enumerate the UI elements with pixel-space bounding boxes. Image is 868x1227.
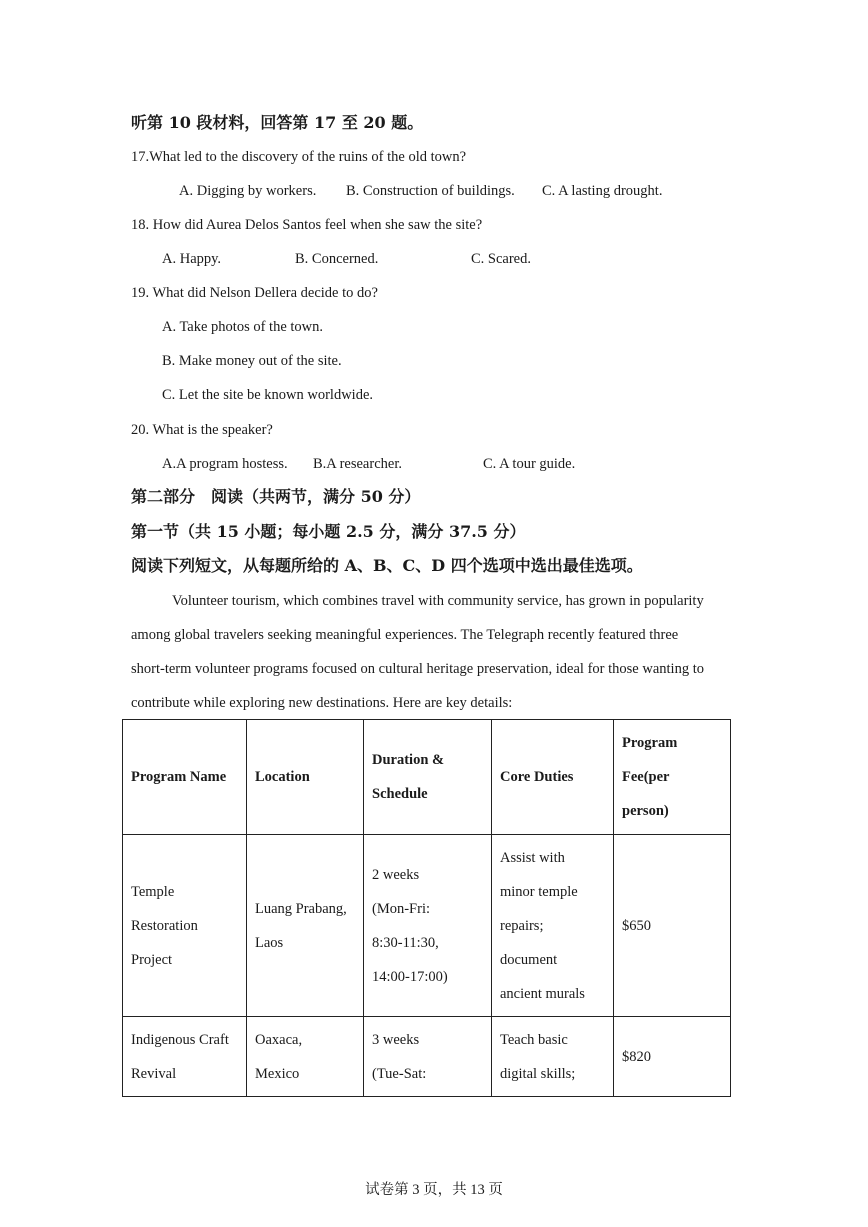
question-20-option-c: C. A tour guide. [483, 456, 576, 472]
question-17-option-b: B. Construction of buildings. [346, 183, 515, 199]
part2-title: 第二部分 阅读（共两节，满分 50 分） [131, 487, 421, 506]
header-program-name: Program Name [123, 720, 247, 835]
passage-line: Volunteer tourism, which combines travel with community service, has grown in popularity [172, 593, 704, 609]
question-19-option-a: A. Take photos of the town. [162, 319, 324, 335]
passage-line: among global travelers seeking meaningful experiences. The Telegraph recently featured three [131, 627, 679, 643]
cell-location: Luang Prabang, Laos [247, 835, 364, 1017]
table-header-row [123, 720, 731, 835]
passage-line: contribute while exploring new destinations. Here are key details: [131, 695, 513, 711]
question-19-option-c: C. Let the site be known worldwide. [162, 387, 374, 403]
cell-duration: 2 weeks (Mon-Fri: 8:30-11:30, 14:00-17:00) [364, 835, 492, 1017]
question-20-stem: 20. What is the speaker? [131, 422, 273, 438]
cell-program-name: Indigenous Craft Revival [123, 1017, 247, 1097]
cell-core-duties: Assist with minor temple repairs; document ancient murals [492, 835, 614, 1017]
table-row [123, 1017, 731, 1097]
page-footer: 试卷第 3 页，共 13 页 [365, 1182, 503, 1198]
section1-title: 第一节（共 15 小题；每小题 2.5 分，满分 37.5 分） [131, 522, 526, 541]
header-location: Location [247, 720, 364, 835]
reading-instruction: 阅读下列短文，从每题所给的 A、B、C、D 四个选项中选出最佳选项。 [131, 556, 643, 575]
cell-program-name: Temple Restoration Project [123, 835, 247, 1017]
question-20-option-b: B.A researcher. [313, 456, 402, 472]
header-duration: Duration & Schedule [364, 720, 492, 835]
question-18-option-a: A. Happy. [162, 251, 222, 267]
passage-line: short-term volunteer programs focused on cultural heritage preservation, ideal for those wanting to [131, 661, 704, 677]
question-20-option-a: A.A program hostess. [162, 456, 288, 472]
question-17-stem: 17.What led to the discovery of the ruins of the old town? [131, 149, 467, 165]
question-18-stem: 18. How did Aurea Delos Santos feel when she saw the site? [131, 217, 483, 233]
program-table [122, 719, 731, 1097]
question-18-option-b: B. Concerned. [295, 251, 379, 267]
question-17-option-a: A. Digging by workers. [179, 183, 317, 199]
cell-fee: $820 [614, 1017, 731, 1097]
question-19-option-b: B. Make money out of the site. [162, 353, 342, 369]
question-19-stem: 19. What did Nelson Dellera decide to do? [131, 285, 378, 301]
header-core-duties: Core Duties [492, 720, 614, 835]
question-18-option-c: C. Scared. [471, 251, 531, 267]
cell-location: Oaxaca, Mexico [247, 1017, 364, 1097]
question-17-option-c: C. A lasting drought. [542, 183, 663, 199]
header-program-fee: Program Fee(per person) [614, 720, 731, 835]
cell-fee: $650 [614, 835, 731, 1017]
cell-duration: 3 weeks (Tue-Sat: [364, 1017, 492, 1097]
listening-section-heading: 听第 10 段材料，回答第 17 至 20 题。 [131, 113, 424, 132]
cell-core-duties: Teach basic digital skills; [492, 1017, 614, 1097]
table-row [123, 835, 731, 1017]
